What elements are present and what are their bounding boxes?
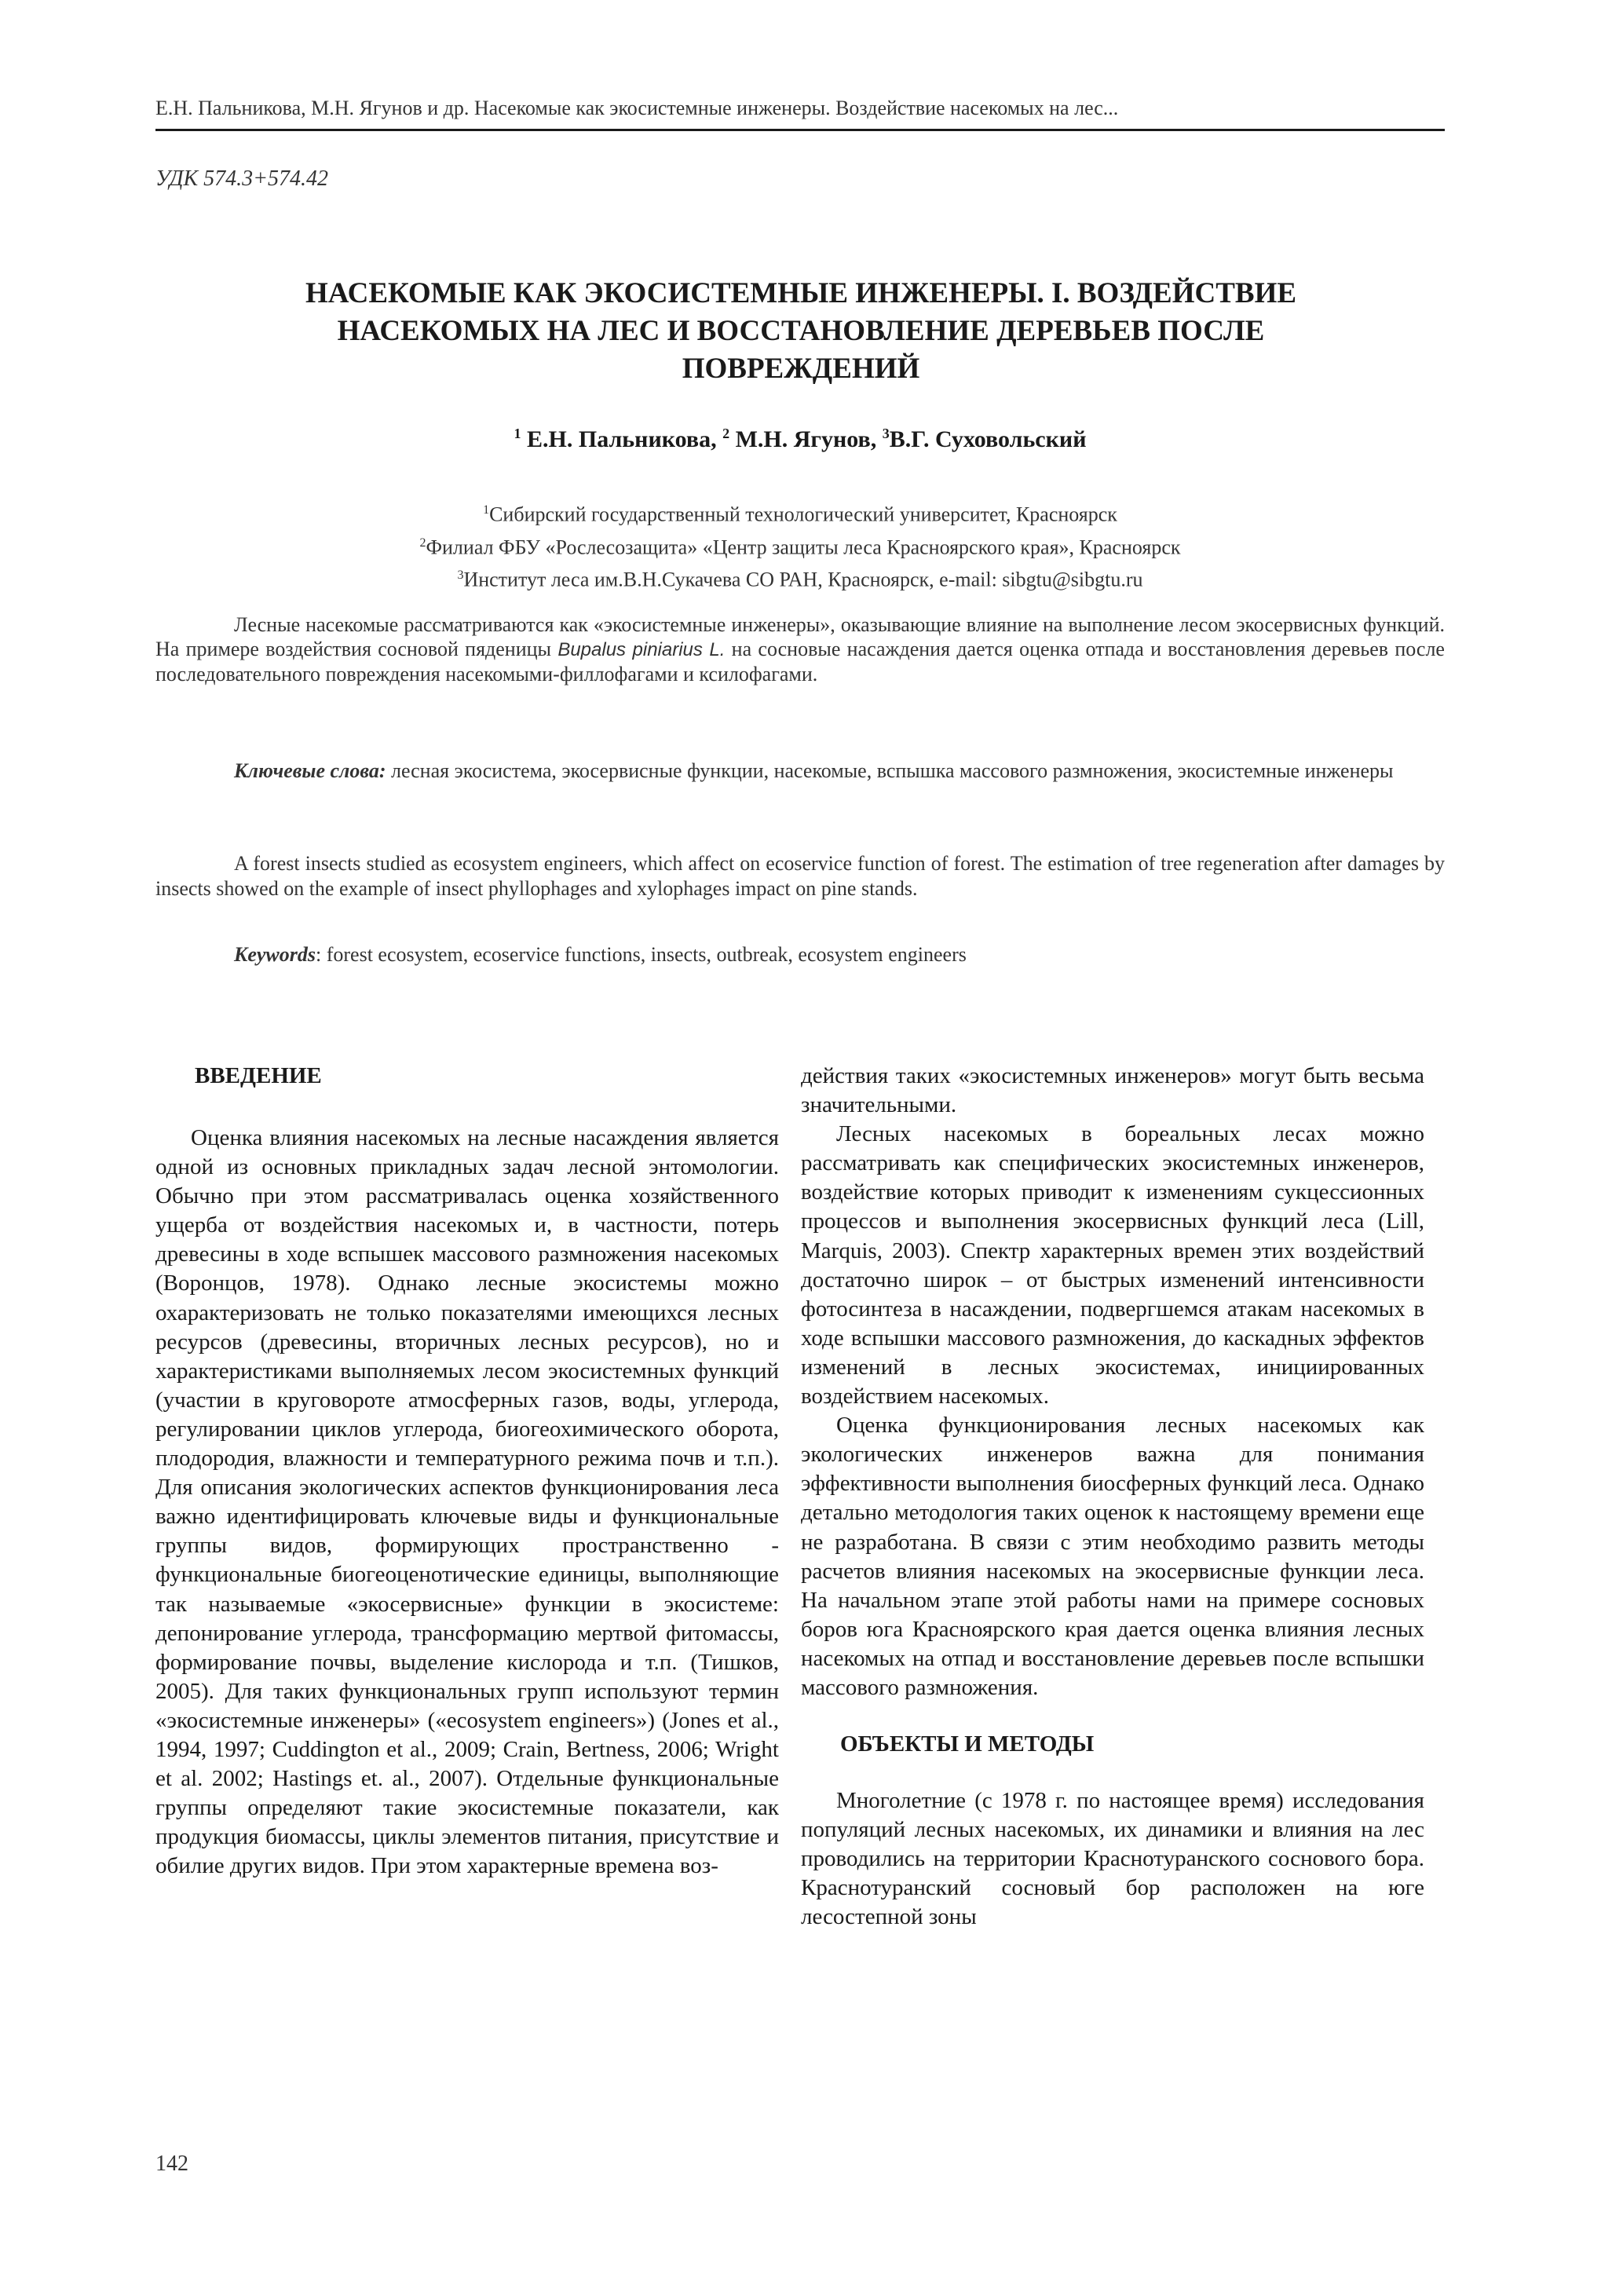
affiliation-3-text: Институт леса им.В.Н.Сукачева СО РАН, Красноярск, e-mail: sibgtu@sibgtu.ru xyxy=(463,568,1143,591)
left-column xyxy=(155,1062,779,1881)
header-rule xyxy=(155,129,1445,131)
title-line-2: НАСЕКОМЫХ НА ЛЕС И ВОССТАНОВЛЕНИЕ ДЕРЕВЬЕВ ПОСЛЕ xyxy=(337,315,1265,347)
author-3: В.Г. Суховольский xyxy=(889,426,1087,452)
page-number: 142 xyxy=(155,2152,188,2176)
abstract-ru-part-2: на сосновые насаждения дается оценка отпада и восстановления деревьев после последовательного повреждения насекомыми-филлофагами и ксилофагами. xyxy=(155,638,1445,686)
intro-paragraph: Оценка влияния насекомых на лесные насаждения является одной из основных прикладных задач лесной энтомологии. Обычно при этом рассматривалась оценка хозяйственного ущерба от воздействия насекомых и, в частности, потерь древесины в ходе вспышек массового размножения насекомых (Воронцов, 1978). Однако лесные экосистемы можно охарактеризовать не только показателями имеющихся лесных ресурсов (древесины, вторичных лесных ресурсов), но и характеристиками выполняемых лесом экосистемных функций (участии в круговороте атмосферных газов, воды, углерода, регулировании циклов углерода, биогеохимического оборота, плодородия, влажности и температурного режима почв и т.п.). Для описания экологических аспектов функционирования леса важно идентифицировать ключевые виды и функциональные группы видов, формирующих пространственно - функциональные биогеоценотические единицы, выполняющие так называемые «экосервисные» функции в экосистеме: депонирование углерода, трансформацию мертвой фитомассы, формирование почвы, выделение кислорода и т.п. (Тишков, 2005). Для таких функциональных групп используют термин «экосистемные инженеры» («ecosystem engineers») (Jones et al., 1994, 1997; Cuddington et al., 2009; Crain, Bertness, 2006; Wright et al. 2002; Hastings et. al., 2007). Отдельные функциональные группы определяют такие экосистемные показатели, как продукция биомассы, циклы элементов питания, присутствие и обилие других видов. При этом характерные времена воз- xyxy=(155,1125,779,1879)
affiliation-1 xyxy=(155,496,1445,529)
abstract-en: A forest insects studied as ecosystem engineers, which affect on ecoservice function of forest. The estimation of tree regeneration after damages by insects showed on the example of insect phyllophages and xylophages impact on pine stands. xyxy=(155,852,1445,900)
keywords-ru-text: лесная экосистема, экосервисные функции, насекомые, вспышка массового размножения, экосистемные инженеры xyxy=(386,759,1394,782)
affiliation-2-text: Филиал ФБУ «Рослесозащита» «Центр защиты леса Красноярского края», Красноярск xyxy=(426,536,1181,559)
author-3-index: 3 xyxy=(882,426,890,441)
abstract-ru-part-1: Лесные насекомые рассматриваются как «экосистемные инженеры», оказывающие влияние на выполнение лесом экосервисных функций. На примере воздействия сосновой пяденицы xyxy=(155,613,1445,660)
author-1-index: 1 xyxy=(514,426,521,441)
author-2-index: 2 xyxy=(722,426,730,441)
species-name: Bupalus piniarius L. xyxy=(557,639,726,660)
affiliation-3 xyxy=(155,561,1445,594)
affiliation-2 xyxy=(155,529,1445,562)
article-title xyxy=(188,275,1413,388)
methods-heading: ОБЪЕКТЫ И МЕТОДЫ xyxy=(840,1731,1095,1757)
running-head: Е.Н. Пальникова, М.Н. Ягунов и др. Насекомые как экосистемные инженеры. Воздействие насекомых на лес... xyxy=(155,97,1119,119)
title-line-3: ПОВРЕЖДЕНИЙ xyxy=(682,353,920,385)
keywords-ru-label: Ключевые слова: xyxy=(234,759,386,782)
udk-code: УДК 574.3+574.42 xyxy=(155,166,329,191)
keywords-ru xyxy=(155,759,1445,783)
keywords-en xyxy=(155,942,1445,967)
abstract-ru xyxy=(155,612,1445,686)
affiliation-1-index: 1 xyxy=(483,503,490,517)
intro-paragraph-3: Оценка функционирования лесных насекомых как экологических инженеров важна для понимания эффективности выполнения биосферных функций леса. Однако детально методология таких оценок к настоящему времени еще не разработана. В связи с этим необходимо развить методы расчетов влияния насекомых на экосервисные функции леса. На начальном этапе этой работы нами на примере сосновых боров юга Красноярского края дается оценка влияния лесных насекомых на отпад и восстановление деревьев после вспышки массового размножения. xyxy=(801,1413,1424,1700)
title-line-1: НАСЕКОМЫЕ КАК ЭКОСИСТЕМНЫЕ ИНЖЕНЕРЫ. I. ВОЗДЕЙСТВИЕ xyxy=(305,277,1297,309)
intro-heading: ВВЕДЕНИЕ xyxy=(195,1063,322,1088)
affiliation-3-index: 3 xyxy=(457,569,464,583)
affiliation-2-index: 2 xyxy=(419,536,426,550)
authors xyxy=(155,426,1445,453)
author-1: Е.Н. Пальникова, xyxy=(527,426,717,452)
keywords-en-text: : forest ecosystem, ecoservice functions, insects, outbreak, ecosystem engineers xyxy=(316,943,967,966)
affiliations xyxy=(155,496,1445,594)
affiliation-1-text: Сибирский государственный технологический университет, Красноярск xyxy=(489,503,1117,526)
intro-paragraph-2: Лесных насекомых в бореальных лесах можно рассматривать как специфических экосистемных инженеров, воздействие которых приводит к изменениям сукцессионных процессов и выполнения экосервисных функций леса (Lill, Marquis, 2003). Спектр характерных времен этих воздействий достаточно широк – от быстрых изменений интенсивности фотосинтеза в насаждении, подвергшемся атакам насекомых в ходе вспышки массового размножения, до каскадных эффектов изменений в лесных экосистемах, инициированных воздействием насекомых. xyxy=(801,1121,1424,1409)
intro-continuation: действия таких «экосистемных инженеров» могут быть весьма значительными. xyxy=(801,1063,1424,1118)
methods-paragraph: Многолетние (с 1978 г. по настоящее время) исследования популяций лесных насекомых, их динамики и влияния на лес проводились на территории Краснотуранского соснового бора. Краснотуранский сосновый бор расположен на юге лесостепной зоны xyxy=(801,1788,1424,1930)
author-2: М.Н. Ягунов, xyxy=(735,426,877,452)
right-column xyxy=(801,1062,1424,1932)
keywords-en-label: Keywords xyxy=(234,943,316,966)
